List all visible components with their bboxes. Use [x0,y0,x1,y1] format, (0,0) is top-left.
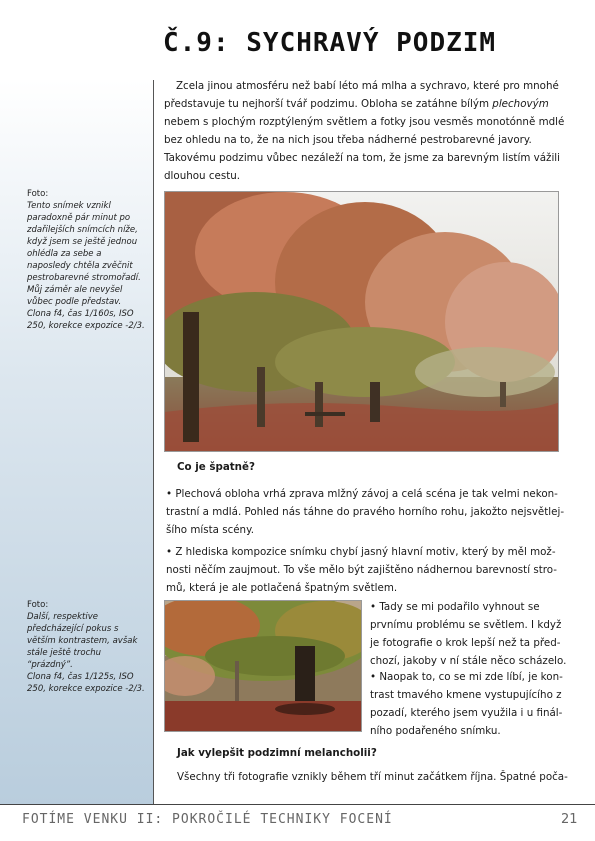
intro-part-2: nebem s plochým rozptýleným světlem a fotky jsou vesměs monotónně mdlé bez ohledu na to, že na nich jsou třeba nádherné pestrobarevné javory. Takovému podzimu vůbec nezáleží na tom, že jsme za barevným listím vážili dlouhou cestu. [164,116,565,182]
foggy-autumn-alley-photo [164,191,559,452]
caption-text: Další, respektive předcházející pokus s větším kontrastem, avšak stále ještě trochu “prázdný”. [27,612,138,670]
photo-caption-1 [24,188,146,332]
side-bullet-item: • Tady se mi podařilo vyhnout se prvnímu problému se světlem. I když je fotografie o krok lepší než ta před-chozí, jakoby v ní stále něco scházelo. [370,601,567,667]
footer-book-title: FOTÍME VENKU II: POKROČILÉ TECHNIKY FOCENÍ [22,812,393,827]
page-number: 21 [561,812,578,827]
intro-paragraph [164,77,569,185]
page-title: Č.9: SYCHRAVÝ PODZIM [163,28,497,58]
caption-lead: Foto: [27,189,49,199]
intro-part-1: Zcela jinou atmosféru než babí léto má mlha a sychravo, které pro mnohé představuje tu nejhorší tvář podzimu. Obloha se zatáhne bílým [164,80,559,110]
section-heading-wrong: Co je špatně? [177,461,255,473]
caption-settings: Clona f4, čas 1/160s, ISO 250, korekce expozice -2/3. [27,309,145,331]
bullet-item: • Plechová obloha vrhá zprava mlžný závoj a celá scéna je tak velmi nekon-trastní a mdlá. Pohled nás táhne do pravého horního rohu, jakožto nejsvětlej-šího místa scény. [166,488,565,536]
caption-settings: Clona f4, čas 1/125s, ISO 250, korekce expozice -2/3. [27,672,145,694]
section-improve-text: Všechny tři fotografie vznikly během tří minut začátkem října. Špatné poča- [177,771,568,783]
autumn-tree-trunk-photo [164,600,362,732]
side-bullet-item: • Naopak to, co se mi zde líbí, je kon-trast tmavého kmene vystupujícího z pozadí, kterého jsem využila i u finál-ního podařeného snímku. [370,671,563,737]
bullet-item: • Z hlediska kompozice snímku chybí jasný hlavní motiv, který by měl mož-nosti něčím zaujmout. To vše mělo být zajištěno nádhernou barevností stro-mů, která je ale potlačená špatným světlem. [166,546,557,594]
footer-divider [0,804,595,805]
section-heading-improve: Jak vylepšit podzimní melancholii? [177,747,377,759]
caption-lead: Foto: [27,600,49,610]
intro-emphasis: plechovým [492,98,549,110]
caption-text: Tento snímek vznikl paradoxně pár minut po zdařilejších snímcích níže, když jsem se ještě jednou ohlédla za sebe a naposledy chtěla zvěčnit pestrobarevné stromořadí. Můj záměr ale nevyšel vůbec podle představ. [27,201,141,307]
photo-caption-2 [24,599,146,695]
